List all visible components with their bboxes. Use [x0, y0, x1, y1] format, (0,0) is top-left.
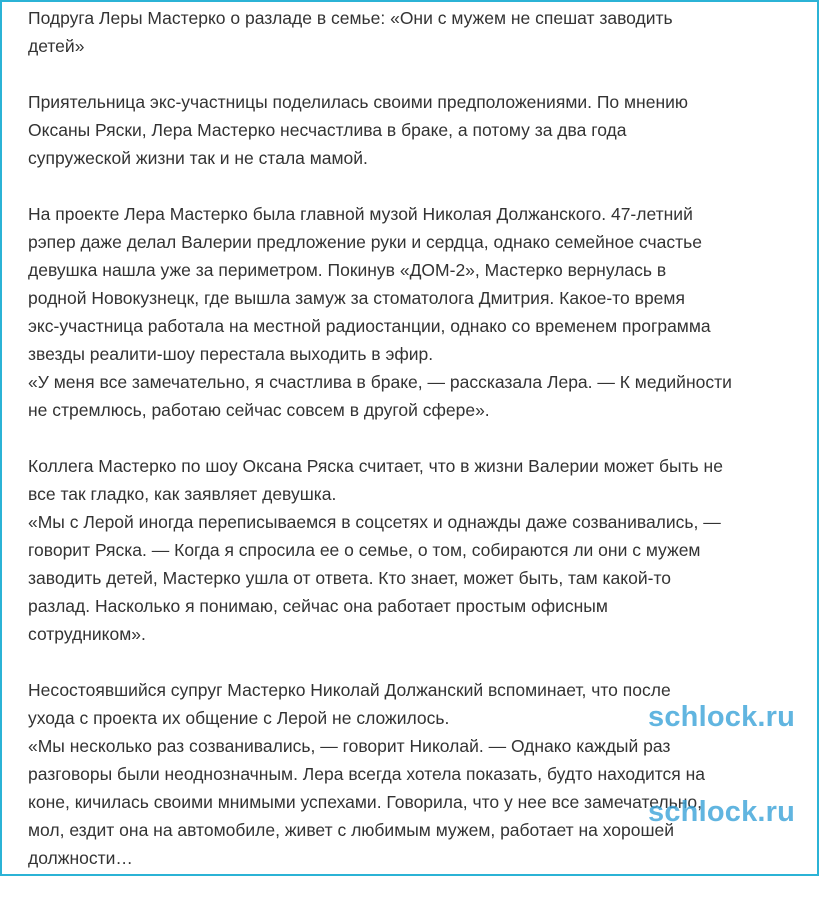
watermark: schlock.ru — [648, 701, 796, 733]
paragraph-line: экс-участница работала на местной радиостанции, однако со временем программа — [28, 316, 711, 336]
paragraph-line: все так гладко, как заявляет девушка. — [28, 484, 337, 504]
paragraph-1 — [28, 88, 808, 172]
quote-line: заводить детей, Мастерко ушла от ответа. Кто знает, может быть, там какой-то — [28, 568, 671, 588]
paragraph-line: Приятельница экс-участницы поделилась своими предположениями. По мнению — [28, 92, 689, 112]
quote-line: не стремлюсь, работаю сейчас совсем в другой сфере». — [28, 400, 490, 420]
paragraph-line: рэпер даже делал Валерии предложение руки и сердца, однако семейное счастье — [28, 232, 702, 252]
paragraph-line: Оксаны Ряски, Лера Мастерко несчастлива в браке, а потому за два года — [28, 120, 627, 140]
watermark: schlock.ru — [648, 796, 796, 828]
paragraph-line: ухода с проекта их общение с Лерой не сложилось. — [28, 708, 450, 728]
paragraph-line: звезды реалити-шоу перестала выходить в эфир. — [28, 344, 434, 364]
quote-line: сотрудником». — [28, 624, 146, 644]
quote-line: разговоры были неоднозначным. Лера всегда хотела показать, будто находится на — [28, 764, 706, 784]
article-title — [28, 4, 808, 60]
quote-line: «У меня все замечательно, я счастлива в браке, — рассказала Лера. — К медийности — [28, 372, 732, 392]
paragraph-3 — [28, 452, 808, 648]
paragraph-line: На проекте Лера Мастерко была главной музой Николая Должанского. 47-летний — [28, 204, 693, 224]
paragraph-2 — [28, 200, 808, 424]
quote-line: должности… — [28, 848, 133, 868]
quote-line: «Мы несколько раз созванивались, — говорит Николай. — Однако каждый раз — [28, 736, 671, 756]
paragraph-line: супружеской жизни так и не стала мамой. — [28, 148, 368, 168]
quote-line: разлад. Насколько я понимаю, сейчас она работает простым офисным — [28, 596, 608, 616]
quote-line: мол, ездит она на автомобиле, живет с любимым мужем, работает на хорошей — [28, 820, 675, 840]
quote-line: коне, кичилась своими мнимыми успехами. Говорила, что у нее все замечательно, — [28, 792, 703, 812]
quote-line: говорит Ряска. — Когда я спросила ее о семье, о том, собираются ли они с мужем — [28, 540, 701, 560]
title-line: детей» — [28, 36, 85, 56]
article — [28, 4, 808, 900]
title-line: Подруга Леры Мастерко о разладе в семье: «Они с мужем не спешат заводить — [28, 8, 673, 28]
paragraph-line: Коллега Мастерко по шоу Оксана Ряска считает, что в жизни Валерии может быть не — [28, 456, 723, 476]
paragraph-line: девушка нашла уже за периметром. Покинув «ДОМ-2», Мастерко вернулась в — [28, 260, 667, 280]
paragraph-line: родной Новокузнецк, где вышла замуж за стоматолога Дмитрия. Какое-то время — [28, 288, 685, 308]
paragraph-line: Несостоявшийся супруг Мастерко Николай Должанский вспоминает, что после — [28, 680, 671, 700]
quote-line: «Мы с Лерой иногда переписываемся в соцсетях и однажды даже созванивались, — — [28, 512, 721, 532]
